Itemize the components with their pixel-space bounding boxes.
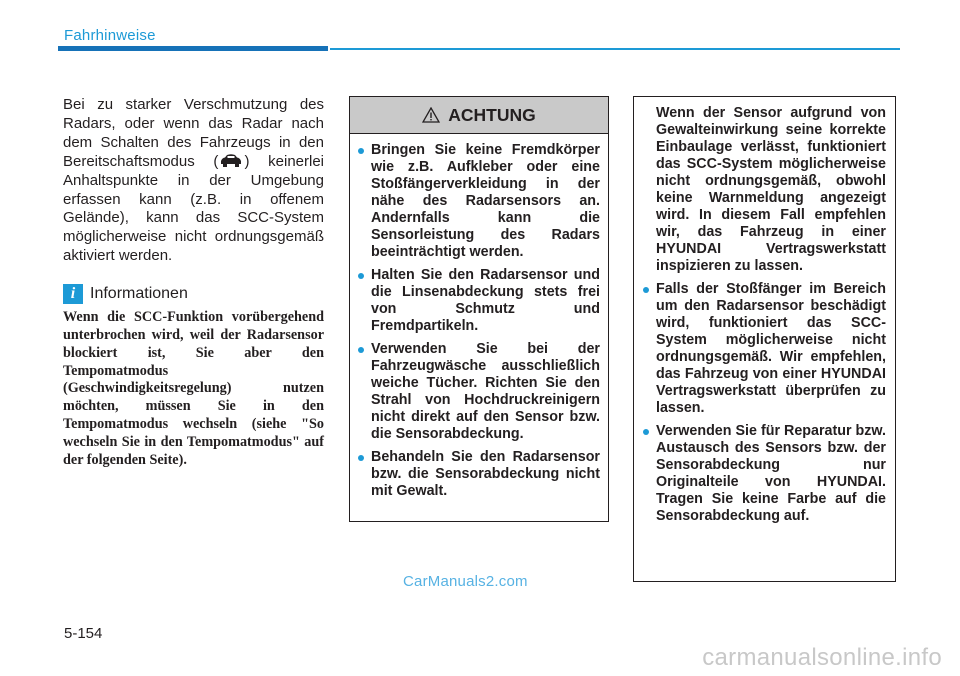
info-paragraph: Wenn die SCC-Funktion vorübergehend unterbrochen wird, weil der Radarsensor blockiert ist, Sie aber den Tempomatmodus (Geschwindigkeitsregelung) nutzen möchten, müssen Sie in den Tempomatmodus wechseln (siehe "So wechseln Sie in den Tempomatmodus" auf der folgenden Seite). bbox=[63, 309, 324, 468]
caution-item: Bringen Sie keine Fremdkörper wie z.B. Aufkleber oder eine Stoßfängerverkleidung in der nähe des Radarsensors an. Andernfalls kann die Sensorleistung des Radars beeinträchtigt werden. bbox=[358, 142, 600, 261]
caution-continuation-text: Wenn der Sensor aufgrund von Gewalteinwirkung seine korrekte Einbaulage verlässt, funktioniert das SCC-System möglicherweise nicht ordnungsgemäß, obwohl keine Warnmeldung angezeigt wird. In diesem Fall empfehlen wir, das Fahrzeug in einer HYUNDAI Vertragswerkstatt inspizieren zu lassen. bbox=[656, 105, 886, 274]
caution-continued-box bbox=[633, 96, 896, 582]
warning-triangle-icon bbox=[422, 107, 440, 123]
info-icon: i bbox=[63, 284, 83, 304]
header-rule-thin bbox=[330, 48, 900, 50]
watermark-link[interactable]: CarManuals2.com bbox=[403, 573, 528, 590]
caution-continued-list bbox=[643, 281, 886, 525]
caution-header bbox=[350, 97, 608, 134]
info-heading bbox=[63, 284, 324, 304]
caution-item: Behandeln Sie den Radarsensor bzw. die Sensorabdeckung nicht mit Gewalt. bbox=[358, 449, 600, 500]
caution-item: Verwenden Sie für Reparatur bzw. Austausch des Sensors bzw. der Sensorabdeckung nur Originalteile von HYUNDAI. Tragen Sie keine Farbe auf die Sensorabdeckung auf. bbox=[643, 423, 886, 525]
caution-item: Halten Sie den Radarsensor und die Linsenabdeckung stets frei von Schmutz und Fremdpartikeln. bbox=[358, 267, 600, 335]
caution-list bbox=[350, 134, 608, 500]
section-title: Fahrhinweise bbox=[64, 27, 156, 44]
car-radar-icon bbox=[218, 153, 244, 168]
left-column bbox=[63, 96, 324, 469]
intro-paragraph: Bei zu starker Verschmutzung des Radars, oder wenn das Radar nach dem Schalten des Fahrzeugs in den Bereitschaftsmodus ( ) keinerlei Anhaltspunkte in der Umgebung erfassen kann (z.B. in offenem Gelände), kann das SCC-System möglicherweise nicht ordnungsgemäß aktiviert werden. bbox=[63, 96, 325, 265]
caution-item: Falls der Stoßfänger im Bereich um den Radarsensor beschädigt wird, funktioniert das SCC-System möglicherweise nicht ordnungsgemäß. Wir empfehlen, das Fahrzeug von einer HYUNDAI Vertragswerkstatt überprüfen zu lassen. bbox=[643, 281, 886, 417]
caution-box bbox=[349, 96, 609, 522]
caution-item: Verwenden Sie bei der Fahrzeugwäsche ausschließlich weiche Tücher. Richten Sie den Strahl von Hochdruckreinigern nicht direkt auf den Sensor bzw. die Sensorabdeckung. bbox=[358, 341, 600, 443]
page-number: 5-154 bbox=[64, 625, 103, 642]
caution-title: ACHTUNG bbox=[448, 104, 536, 125]
header-rule-thick bbox=[58, 46, 328, 51]
info-title: Informationen bbox=[90, 285, 188, 303]
footer-watermark: carmanualsonline.info bbox=[702, 644, 942, 671]
